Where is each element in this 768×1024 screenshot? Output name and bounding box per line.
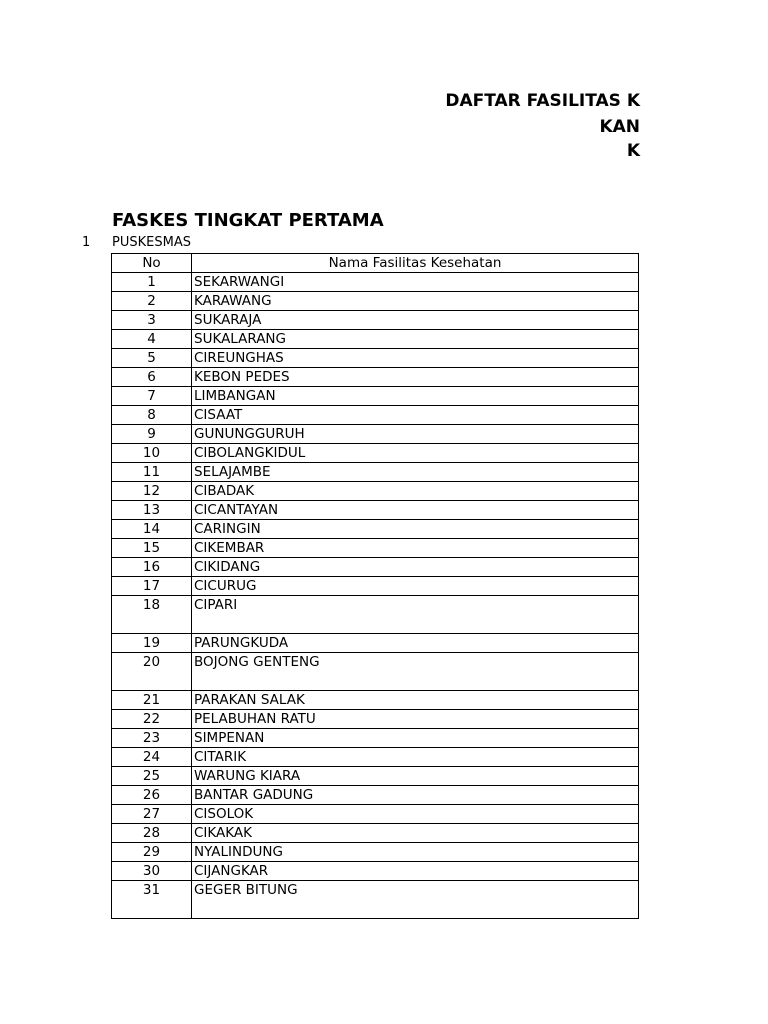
row-number-cell: 12 xyxy=(112,482,192,501)
row-number-cell: 21 xyxy=(112,691,192,710)
facility-name-cell: NYALINDUNG xyxy=(192,843,639,862)
facility-name-cell: GEGER BITUNG xyxy=(192,881,639,919)
facility-name-cell: KARAWANG xyxy=(192,292,639,311)
table-header-row xyxy=(112,254,639,273)
row-number-cell: 31 xyxy=(112,881,192,919)
facility-name-cell: CISAAT xyxy=(192,406,639,425)
facility-name-cell: BOJONG GENTENG xyxy=(192,653,639,691)
row-number-cell: 26 xyxy=(112,786,192,805)
facility-name-cell: LIMBANGAN xyxy=(192,387,639,406)
document-title-line-2: KAN xyxy=(599,117,640,137)
row-number-cell: 13 xyxy=(112,501,192,520)
table-row xyxy=(112,349,639,368)
table-row xyxy=(112,463,639,482)
table-row xyxy=(112,501,639,520)
row-number-cell: 25 xyxy=(112,767,192,786)
column-header-no: No xyxy=(112,254,192,273)
facility-name-cell: CIBADAK xyxy=(192,482,639,501)
facility-name-cell: CICANTAYAN xyxy=(192,501,639,520)
table-row xyxy=(112,634,639,653)
table-row xyxy=(112,767,639,786)
subsection-label: PUSKESMAS xyxy=(112,235,191,250)
document-title-line-3: K xyxy=(626,141,640,161)
column-header-name: Nama Fasilitas Kesehatan xyxy=(192,254,639,273)
facility-name-cell: WARUNG KIARA xyxy=(192,767,639,786)
row-number-cell: 3 xyxy=(112,311,192,330)
row-number-cell: 27 xyxy=(112,805,192,824)
facility-name-cell: CARINGIN xyxy=(192,520,639,539)
facility-name-cell: SUKARAJA xyxy=(192,311,639,330)
facility-table xyxy=(111,253,639,919)
facility-name-cell: CIKEMBAR xyxy=(192,539,639,558)
table-row xyxy=(112,824,639,843)
table-row xyxy=(112,729,639,748)
table-row xyxy=(112,881,639,919)
table-row xyxy=(112,520,639,539)
table-row xyxy=(112,311,639,330)
table-row xyxy=(112,444,639,463)
facility-name-cell: CIREUNGHAS xyxy=(192,349,639,368)
row-number-cell: 4 xyxy=(112,330,192,349)
table-row xyxy=(112,273,639,292)
row-number-cell: 19 xyxy=(112,634,192,653)
row-number-cell: 17 xyxy=(112,577,192,596)
table-row xyxy=(112,558,639,577)
facility-name-cell: CIKAKAK xyxy=(192,824,639,843)
row-number-cell: 28 xyxy=(112,824,192,843)
row-number-cell: 6 xyxy=(112,368,192,387)
table-row xyxy=(112,425,639,444)
subsection-number: 1 xyxy=(82,235,91,250)
table-row xyxy=(112,710,639,729)
row-number-cell: 1 xyxy=(112,273,192,292)
table-row xyxy=(112,862,639,881)
facility-name-cell: CICURUG xyxy=(192,577,639,596)
row-number-cell: 9 xyxy=(112,425,192,444)
facility-name-cell: CISOLOK xyxy=(192,805,639,824)
table-body xyxy=(112,273,639,919)
table-row xyxy=(112,292,639,311)
row-number-cell: 7 xyxy=(112,387,192,406)
facility-name-cell: CIBOLANGKIDUL xyxy=(192,444,639,463)
table-row xyxy=(112,368,639,387)
table-row xyxy=(112,330,639,349)
row-number-cell: 16 xyxy=(112,558,192,577)
facility-name-cell: PELABUHAN RATU xyxy=(192,710,639,729)
row-number-cell: 10 xyxy=(112,444,192,463)
facility-name-cell: BANTAR GADUNG xyxy=(192,786,639,805)
row-number-cell: 11 xyxy=(112,463,192,482)
row-number-cell: 29 xyxy=(112,843,192,862)
facility-name-cell: GUNUNGGURUH xyxy=(192,425,639,444)
table-row xyxy=(112,805,639,824)
table-row xyxy=(112,786,639,805)
facility-name-cell: SELAJAMBE xyxy=(192,463,639,482)
row-number-cell: 5 xyxy=(112,349,192,368)
facility-name-cell: CITARIK xyxy=(192,748,639,767)
row-number-cell: 2 xyxy=(112,292,192,311)
table-row xyxy=(112,691,639,710)
table-row xyxy=(112,539,639,558)
table-row xyxy=(112,577,639,596)
row-number-cell: 30 xyxy=(112,862,192,881)
facility-name-cell: KEBON PEDES xyxy=(192,368,639,387)
row-number-cell: 15 xyxy=(112,539,192,558)
facility-name-cell: SIMPENAN xyxy=(192,729,639,748)
facility-name-cell: SEKARWANGI xyxy=(192,273,639,292)
table-row xyxy=(112,748,639,767)
table-row xyxy=(112,843,639,862)
facility-name-cell: SUKALARANG xyxy=(192,330,639,349)
facility-name-cell: PARUNGKUDA xyxy=(192,634,639,653)
table-row xyxy=(112,406,639,425)
row-number-cell: 22 xyxy=(112,710,192,729)
document-title-line-1: DAFTAR FASILITAS K xyxy=(445,91,640,111)
table-row xyxy=(112,653,639,691)
table-row xyxy=(112,387,639,406)
table-row xyxy=(112,482,639,501)
facility-name-cell: PARAKAN SALAK xyxy=(192,691,639,710)
facility-name-cell: CIPARI xyxy=(192,596,639,634)
section-heading: FASKES TINGKAT PERTAMA xyxy=(112,210,384,231)
row-number-cell: 24 xyxy=(112,748,192,767)
facility-name-cell: CIKIDANG xyxy=(192,558,639,577)
row-number-cell: 23 xyxy=(112,729,192,748)
row-number-cell: 18 xyxy=(112,596,192,634)
facility-name-cell: CIJANGKAR xyxy=(192,862,639,881)
table-row xyxy=(112,596,639,634)
row-number-cell: 20 xyxy=(112,653,192,691)
row-number-cell: 8 xyxy=(112,406,192,425)
row-number-cell: 14 xyxy=(112,520,192,539)
